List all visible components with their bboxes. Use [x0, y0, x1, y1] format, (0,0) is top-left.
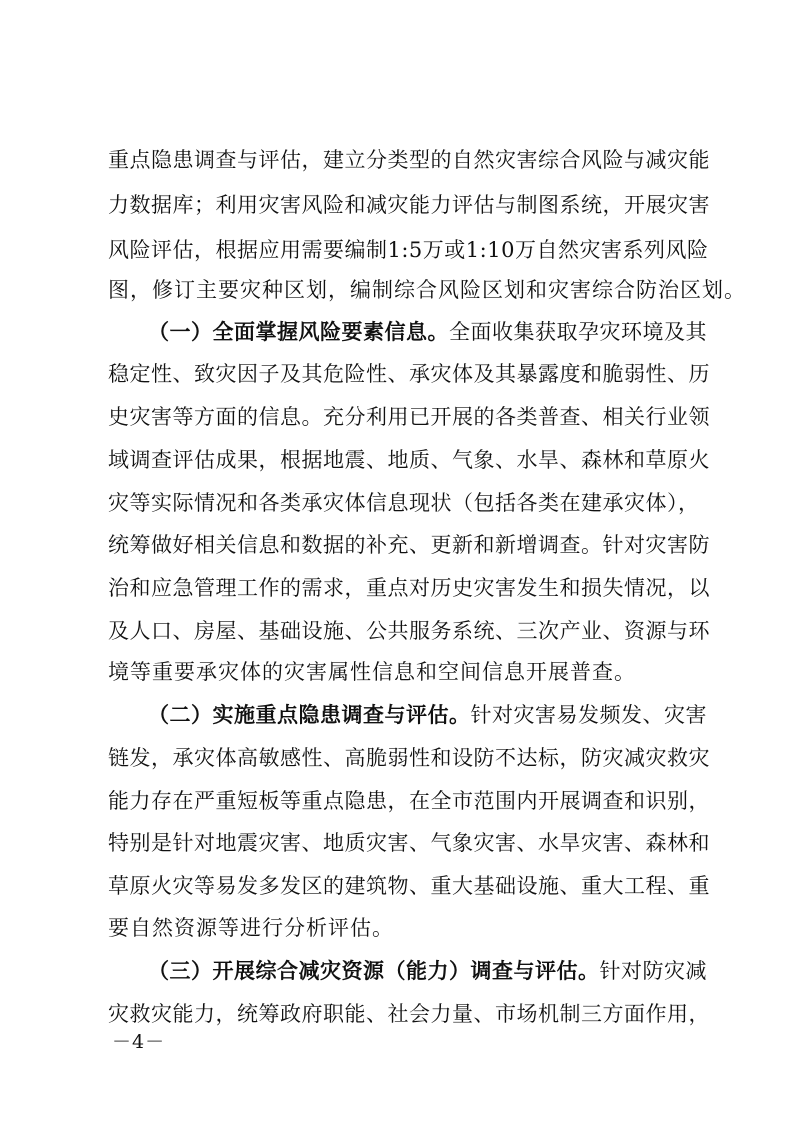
- body-text-line: 灾等实际情况和各类承灾体信息现状（包括各类在建承灾体），: [108, 491, 700, 515]
- body-text-line: 史灾害等方面的信息。充分利用已开展的各类普查、相关行业领: [108, 405, 710, 429]
- paragraph-first-line: [148, 951, 707, 991]
- body-text-line: 统筹做好相关信息和数据的补充、更新和新增调查。针对灾害防: [108, 533, 710, 557]
- body-text-line: 域调查评估成果，根据地震、地质、气象、水旱、森林和草原火: [108, 448, 710, 472]
- section-heading: （一）全面掌握风险要素信息。: [148, 320, 449, 344]
- paragraph-first-line: [148, 695, 707, 735]
- paragraph-first-line: [148, 312, 707, 352]
- body-text-line: 灾救灾能力，统筹政府职能、社会力量、市场机制三方面作用，: [108, 1002, 710, 1026]
- body-text: 针对灾害易发频发、灾害: [470, 703, 707, 727]
- body-text-line: 链发，承灾体高敏感性、高脆弱性和设防不达标，防灾减灾救灾: [108, 746, 710, 770]
- body-text-line: 能力存在严重短板等重点隐患，在全市范围内开展调查和识别，: [108, 789, 710, 813]
- body-text-line: 重点隐患调查与评估，建立分类型的自然灾害综合风险与减灾能: [108, 148, 710, 172]
- body-text-line: 治和应急管理工作的需求，重点对历史灾害发生和损失情况，以: [108, 576, 710, 600]
- section-heading: （二）实施重点隐患调查与评估。: [148, 703, 471, 727]
- body-text-line: 风险评估，根据应用需要编制1:5万或1:10万自然灾害系列风险: [108, 238, 709, 262]
- body-text-line: 图，修订主要灾种区划，编制综合风险区划和灾害综合防治区划。: [108, 278, 746, 302]
- section-heading: （三）开展综合减灾资源（能力）调查与评估。: [148, 959, 600, 983]
- body-text-line: 及人口、房屋、基础设施、公共服务系统、三次产业、资源与环: [108, 619, 710, 643]
- body-text: 针对防灾减: [599, 959, 707, 983]
- page-number: －4－: [112, 1031, 166, 1053]
- body-text-line: 草原火灾等易发多发区的建筑物、重大基础设施、重大工程、重: [108, 874, 710, 898]
- body-text-line: 境等重要承灾体的灾害属性信息和空间信息开展普查。: [108, 660, 636, 684]
- body-text-line: 稳定性、致灾因子及其危险性、承灾体及其暴露度和脆弱性、历: [108, 362, 710, 386]
- body-text-line: 特别是针对地震灾害、地质灾害、气象灾害、水旱灾害、森林和: [108, 831, 710, 855]
- body-text-line: 力数据库；利用灾害风险和减灾能力评估与制图系统，开展灾害: [108, 193, 710, 217]
- body-text-line: 要自然资源等进行分析评估。: [108, 916, 394, 940]
- body-text: 全面收集获取孕灾环境及其: [449, 320, 707, 344]
